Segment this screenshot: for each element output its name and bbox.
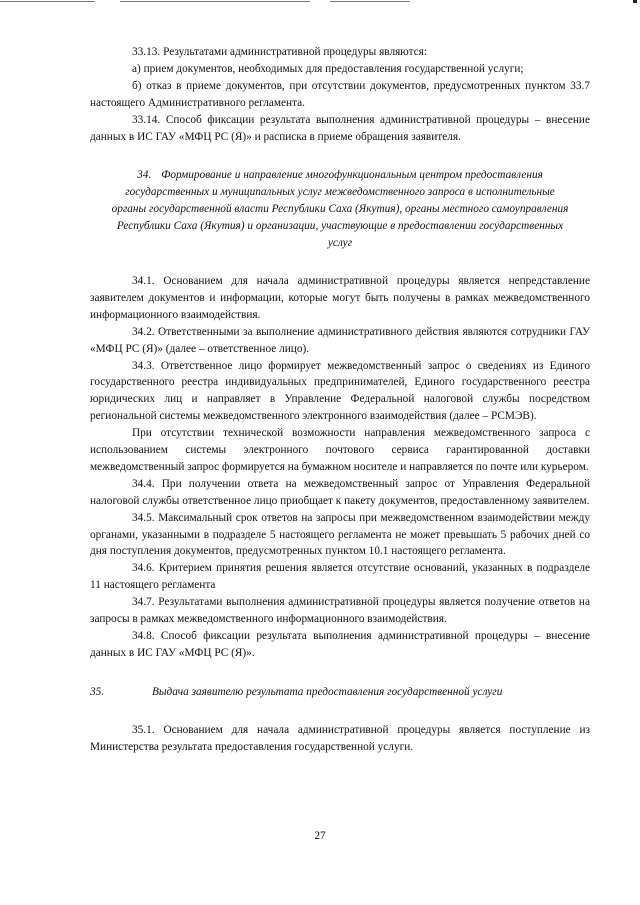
page-number: 27 xyxy=(314,830,326,842)
section-number-34: 34. xyxy=(137,169,152,182)
paragraph-34-2: 34.2. Ответственными за выполнение административного действия являются сотрудники ГАУ «МФЦ РС (Я)» (далее – ответственное лицо). xyxy=(90,325,590,355)
paragraph-34-5: 34.5. Максимальный срок ответов на запросы при межведомственном взаимодействии между органами, указанными в подразделе 5 настоящего регламента не может превышать 5 рабочих дней со дня поступления документов, предусмотренных пунктом 10.1 настоящего регламента. xyxy=(90,511,590,558)
paragraph-34-6: 34.6. Критерием принятия решения является отсутствие оснований, указанных в подразделе 11 настоящего регламента xyxy=(90,562,590,592)
paragraph-35-1: 35.1. Основанием для начала административной процедуры является поступление из Министерства результата предоставления государственной услуги. xyxy=(90,723,590,753)
document-page xyxy=(90,44,590,756)
section-title-35: Выдача заявителю результата предоставления государственной услуги xyxy=(152,685,503,698)
paragraph-34-3-continued: При отсутствии технической возможности направления межведомственного запроса с использованием системы электронного почтового сервиса гарантированной доставки межведомственный запрос формируется на бумажном носителе и направляется по почте или курьером. xyxy=(90,427,590,473)
paragraph-34-8: 34.8. Способ фиксации результата выполнения административной процедуры – внесение данных в ИС ГАУ «МФЦ РС (Я)». xyxy=(90,630,590,659)
section-number-35: 35. xyxy=(90,685,105,698)
paragraph-33-13-b: б) отказ в приеме документов, при отсутствии документов, предусмотренных пунктом 33.7 настоящего Административного регламента. xyxy=(90,79,590,109)
paragraph-33-13-a: а) прием документов, необходимых для предоставления государственной услуги; xyxy=(132,62,524,75)
paragraph-33-13: 33.13. Результатами административной процедуры являются: xyxy=(132,46,428,58)
paragraph-34-4: 34.4. При получении ответа на межведомственный запрос от Управления Федеральной налоговой службы ответственное лицо приобщает к пакету документов, предоставленному заявителем. xyxy=(90,477,590,507)
paragraph-34-3: 34.3. Ответственное лицо формирует межведомственный запрос о сведениях из Единого государственного реестра индивидуальных предпринимателей, Единого государственного реестра юридических лиц и направляет в Управление Федеральной налоговой службы посредством региональной системы межведомственного электронного взаимодействия (далее – РСМЭВ). xyxy=(90,359,590,423)
section-title-34: Формирование и направление многофункциональным центром предоставления государственных и муниципальных услуг межведомственного запроса в исполнительные органы государственной власти Республики Саха (Якутия), органы местного самоуправления Республики Саха (Якутия) и организации, участвующие в предоставлении государственных услуг xyxy=(111,169,569,250)
paragraph-33-14: 33.14. Способ фиксации результата выполнения административной процедуры – внесение данных в ИС ГАУ «МФЦ РС (Я)» и расписка в приеме обращения заявителя. xyxy=(90,113,590,143)
paragraph-34-1: 34.1. Основанием для начала административной процедуры является непредставление заявителем документов и информации, которые могут быть получены в рамках межведомственного информационного взаимодействия. xyxy=(90,274,590,321)
paragraph-34-7: 34.7. Результатами выполнения административной процедуры является получение ответов на запросы в рамках межведомственного информационного взаимодействия. xyxy=(90,596,590,626)
section-heading-35 xyxy=(90,684,590,701)
scan-edge xyxy=(0,0,640,3)
section-heading-34 xyxy=(90,167,590,252)
